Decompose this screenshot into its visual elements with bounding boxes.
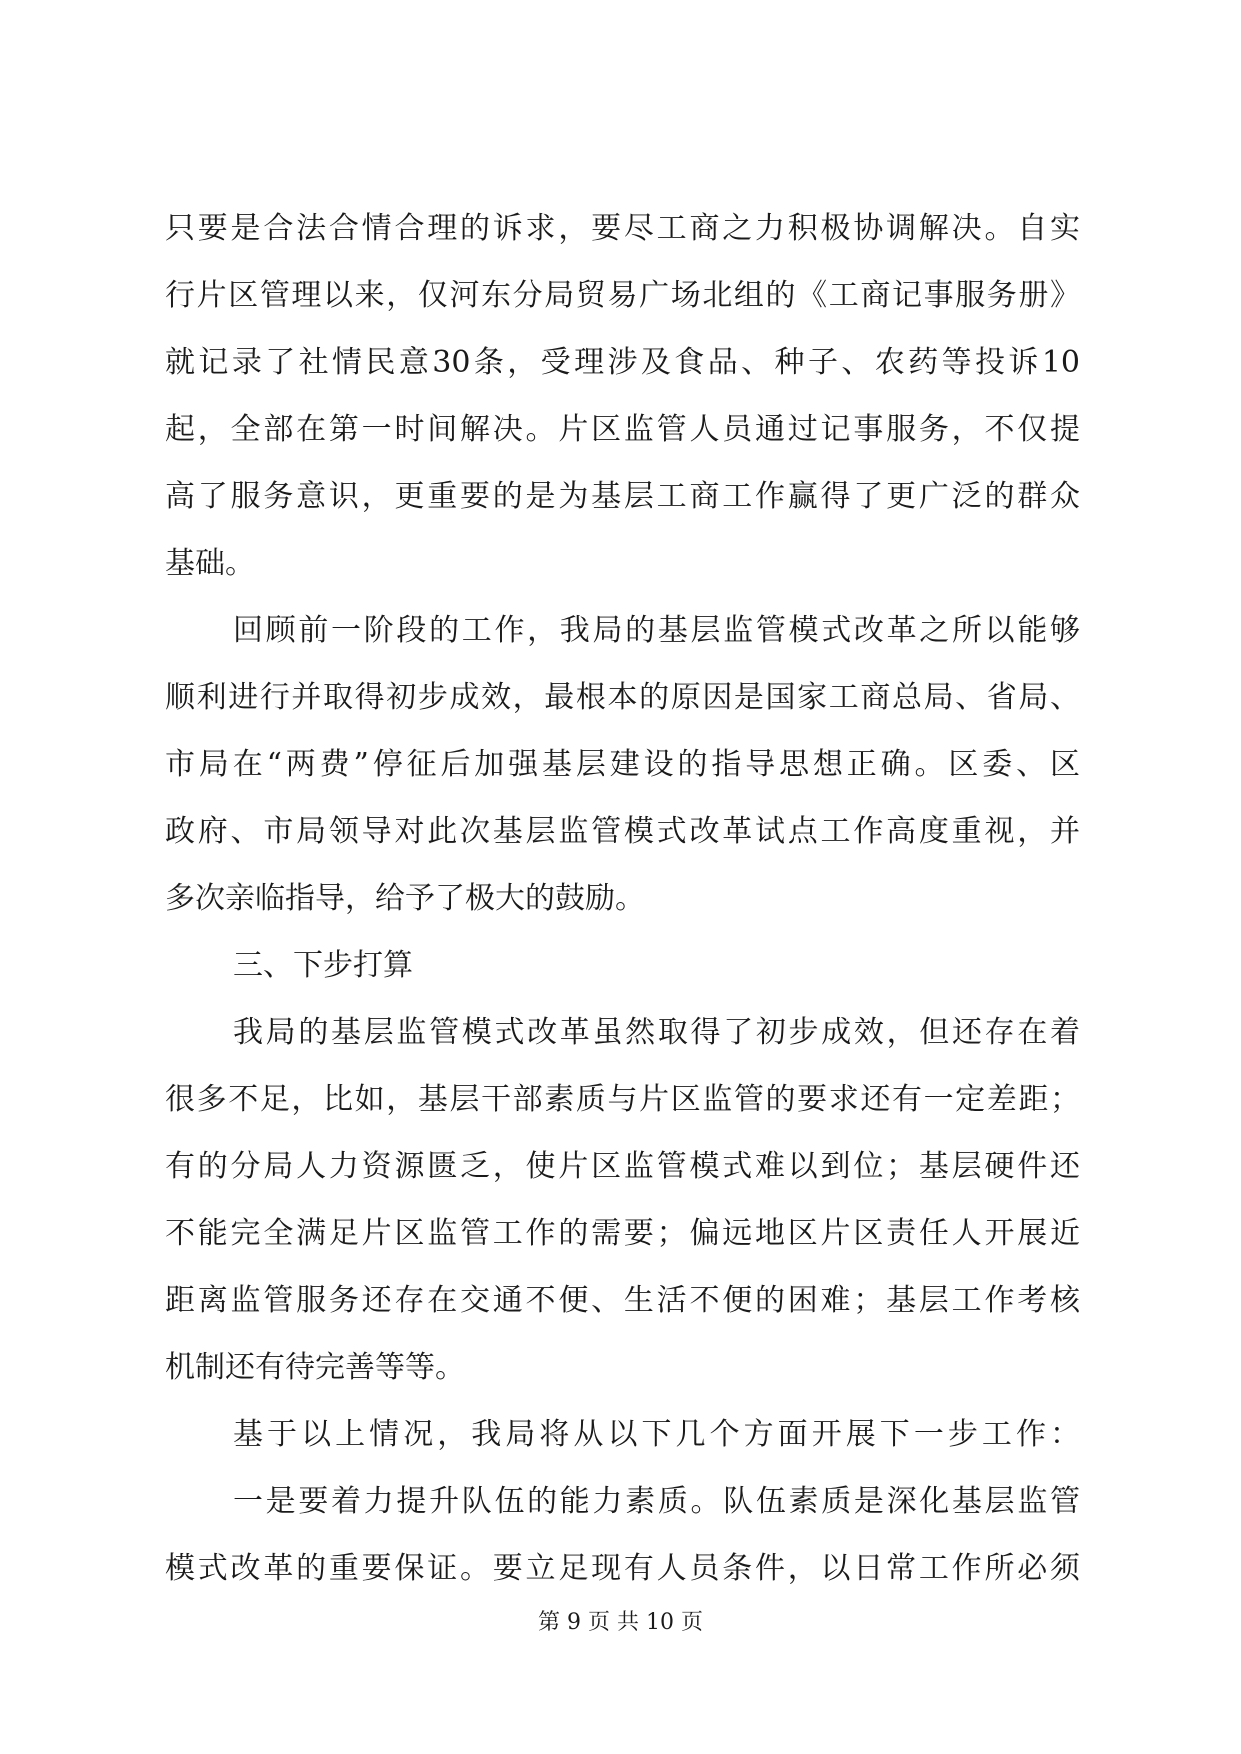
- paragraph-start-line: 我局的基层监管模式改革虽然取得了初步成效，但还存在着: [233, 1015, 1080, 1050]
- body-text-line: 只要是合法合情合理的诉求，要尽工商之力积极协调解决。自实: [165, 211, 1080, 246]
- body-text-line: 行片区管理以来，仅河东分局贸易广场北组的《工商记事服务册》: [165, 278, 1080, 313]
- body-text-line: 模式改革的重要保证。要立足现有人员条件，以日常工作所必须: [165, 1551, 1080, 1586]
- paragraph-start-line: 回顾前一阶段的工作，我局的基层监管模式改革之所以能够: [233, 613, 1080, 648]
- page-number-footer: 第 9 页 共 10 页: [538, 1610, 703, 1635]
- body-text-line: 政府、市局领导对此次基层监管模式改革试点工作高度重视，并: [165, 814, 1080, 849]
- body-text-line: 有的分局人力资源匮乏，使片区监管模式难以到位；基层硬件还: [165, 1149, 1080, 1184]
- body-text-line: 起，全部在第一时间解决。片区监管人员通过记事服务，不仅提: [165, 412, 1080, 447]
- paragraph-start-line: 基于以上情况，我局将从以下几个方面开展下一步工作：: [233, 1417, 1080, 1452]
- body-text-line: 基础。: [165, 546, 255, 581]
- body-text-line: 多次亲临指导，给予了极大的鼓励。: [165, 881, 645, 916]
- paragraph-start-line: 一是要着力提升队伍的能力素质。队伍素质是深化基层监管: [233, 1484, 1080, 1519]
- body-text-line: 市局在“两费”停征后加强基层建设的指导思想正确。区委、区: [165, 747, 1080, 782]
- body-text-line: 高了服务意识，更重要的是为基层工商工作赢得了更广泛的群众: [165, 479, 1080, 514]
- body-text-line: 不能完全满足片区监管工作的需要；偏远地区片区责任人开展近: [165, 1216, 1080, 1251]
- section-heading: 三、下步打算: [233, 948, 413, 983]
- body-text-line: 机制还有待完善等等。: [165, 1350, 465, 1385]
- body-text-line: 顺利进行并取得初步成效，最根本的原因是国家工商总局、省局、: [165, 680, 1080, 715]
- body-text-line: 就记录了社情民意30条，受理涉及食品、种子、农药等投诉10: [165, 345, 1080, 380]
- body-text-line: 很多不足，比如，基层干部素质与片区监管的要求还有一定差距；: [165, 1082, 1080, 1117]
- body-text-line: 距离监管服务还存在交通不便、生活不便的困难；基层工作考核: [165, 1283, 1080, 1318]
